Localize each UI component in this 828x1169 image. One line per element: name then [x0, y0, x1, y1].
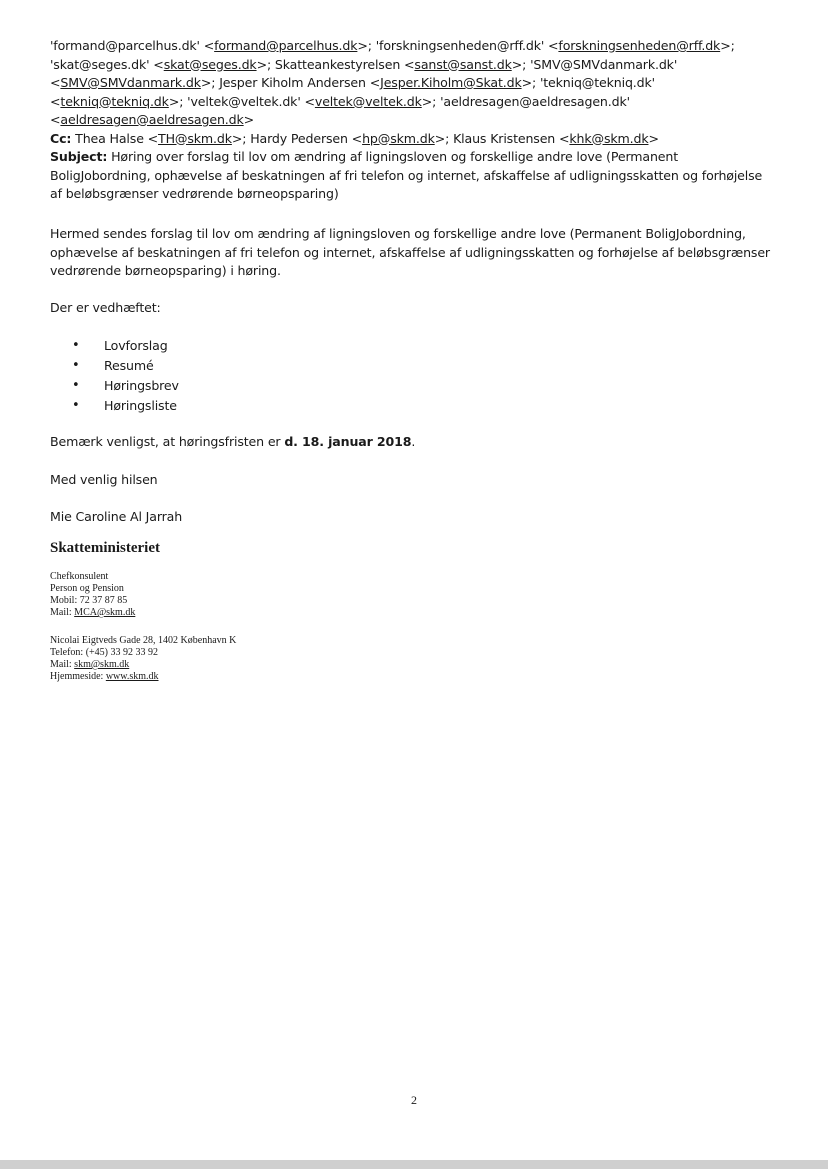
- website-line: Hjemmeside: www.skm.dk: [50, 671, 159, 682]
- deadline-notice: Bemærk venligst, at høringsfristen er d. 18. januar 2018.: [50, 434, 416, 449]
- email-link[interactable]: Jesper.Kiholm@Skat.dk: [380, 75, 522, 90]
- email-link[interactable]: veltek@veltek.dk: [314, 93, 422, 109]
- page-number: 2: [411, 1093, 417, 1107]
- organization-name: Skatteministeriet: [50, 540, 160, 556]
- recipients-line-1: 'formand@parcelhus.dk' <formand@parcelhus.dk>; 'forskningsenheden@rff.dk' <forskningsenheden@rff.dk>;: [50, 38, 735, 53]
- email-link[interactable]: aeldresagen@aeldresagen.dk: [60, 112, 244, 127]
- email-link[interactable]: sanst@sanst.dk: [414, 56, 512, 72]
- department: Person og Pension: [50, 583, 124, 594]
- subject-line: Subject: Høring over forslag til lov om ændring af ligningsloven og forskellige andre love (Permanent: [50, 149, 678, 164]
- email-link[interactable]: skat@seges.dk: [163, 56, 257, 72]
- mobile-line: Mobil: 72 37 87 85: [50, 595, 128, 606]
- email-header: [50, 37, 780, 204]
- email-link[interactable]: MCA@skm.dk: [74, 607, 136, 618]
- email-link[interactable]: khk@skm.dk: [569, 130, 649, 146]
- signature-address: [50, 635, 236, 683]
- scan-edge: [0, 1160, 828, 1169]
- mail-line: Mail: skm@skm.dk: [50, 659, 130, 670]
- attachments-heading: Der er vedhæftet:: [50, 300, 161, 315]
- email-link[interactable]: formand@parcelhus.dk: [214, 38, 358, 53]
- list-item: • Høringsbrev: [72, 376, 179, 396]
- email-link[interactable]: SMV@SMVdanmark.dk: [60, 75, 201, 90]
- mail-line: Mail: MCA@skm.dk: [50, 607, 136, 618]
- email-link[interactable]: tekniq@tekniq.dk: [60, 93, 169, 109]
- cc-line: Cc: Thea Halse <TH@skm.dk>; Hardy Pedersen <hp@skm.dk>; Klaus Kristensen <khk@skm.dk>: [50, 130, 659, 146]
- website-link[interactable]: www.skm.dk: [105, 671, 159, 682]
- recipients-line-3: <SMV@SMVdanmark.dk>; Jesper Kiholm Andersen <Jesper.Kiholm@Skat.dk>; 'tekniq@tekniq.dk': [50, 75, 655, 90]
- recipients-line-5: <aeldresagen@aeldresagen.dk>: [50, 112, 255, 127]
- email-link[interactable]: skm@skm.dk: [74, 659, 130, 670]
- recipients-line-4: <tekniq@tekniq.dk>; 'veltek@veltek.dk' <veltek@veltek.dk>; 'aeldresagen@aeldresagen.dk': [50, 93, 630, 109]
- subject-line: af beløbsgrænser vedrørende børneopsparing): [50, 186, 339, 201]
- deadline-date: d. 18. januar 2018: [284, 434, 412, 449]
- sender-name: Mie Caroline Al Jarrah: [50, 509, 183, 524]
- cc-label: Cc:: [50, 130, 72, 146]
- subject-line: BoligJobordning, ophævelse af beskatningen af fri telefon og internet, afskaffelse af udligningsskatten og forhøjelse: [50, 167, 763, 183]
- list-item: • Resumé: [72, 356, 179, 376]
- recipients-line-2: 'skat@seges.dk' <skat@seges.dk>; Skatteankestyrelsen <sanst@sanst.dk>; 'SMV@SMVdanmark.dk': [50, 56, 678, 72]
- signature-contact: [50, 571, 135, 619]
- address: Nicolai Eigtveds Gade 28, 1402 København K: [50, 635, 237, 646]
- email-link[interactable]: forskningsenheden@rff.dk: [558, 38, 721, 53]
- subject-label: Subject:: [50, 149, 108, 164]
- phone-line: Telefon: (+45) 33 92 33 92: [50, 647, 158, 658]
- email-link[interactable]: hp@skm.dk: [362, 130, 435, 146]
- email-link[interactable]: TH@skm.dk: [158, 130, 232, 146]
- attachment-list: [72, 336, 179, 416]
- intro-paragraph: Hermed sendes forslag til lov om ændring af ligningsloven og forskellige andre love (Permanent BoligJobordning, ophævelse af beskatningen af fri telefon og internet, afskaffelse af udligningsskatten og forhøjelse af beløbsgrænser vedrørende børneopsparing) i høring.: [50, 226, 770, 278]
- job-title: Chefkonsulent: [50, 571, 109, 582]
- closing: Med venlig hilsen: [50, 472, 158, 487]
- list-item: • Høringsliste: [72, 396, 179, 416]
- list-item: • Lovforslag: [72, 336, 179, 356]
